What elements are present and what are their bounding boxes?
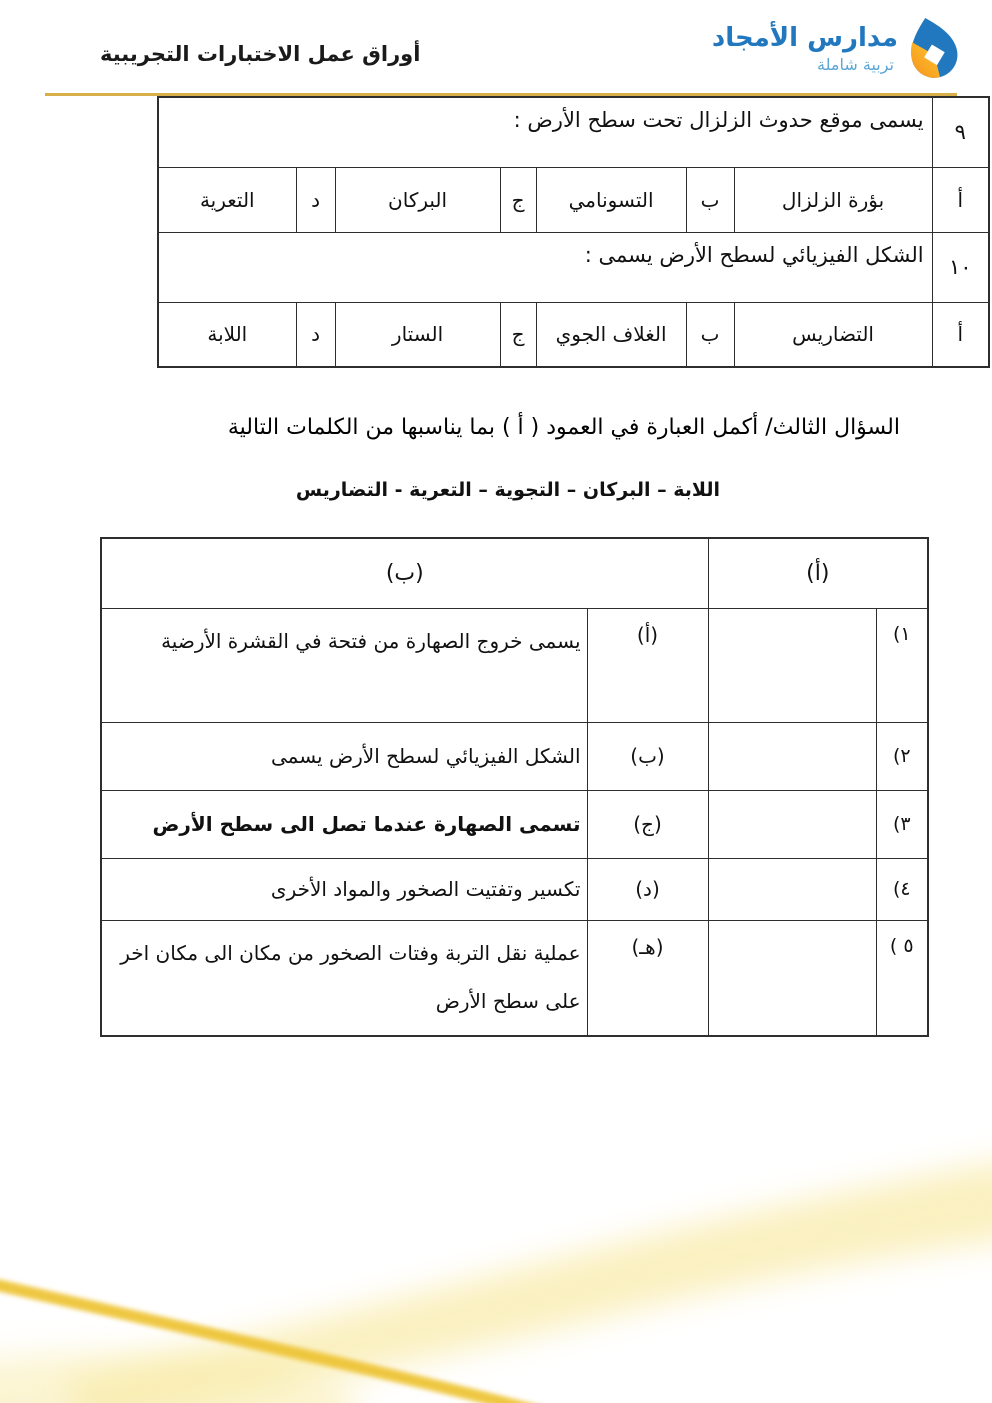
row-statement: تسمى الصهارة عندما تصل الى سطح الأرض xyxy=(101,790,587,858)
column-b-header: (ب) xyxy=(101,538,708,608)
school-logo xyxy=(712,16,960,82)
row-letter: (ب) xyxy=(587,722,708,790)
question-number: ١٠ xyxy=(932,232,989,302)
matching-row xyxy=(101,920,928,1036)
option-text: البركان xyxy=(335,167,500,232)
matching-header-row xyxy=(101,538,928,608)
option-letter: ج xyxy=(500,302,536,367)
logo-tagline: تربية شاملة xyxy=(817,54,894,74)
option-letter: د xyxy=(296,167,335,232)
option-text: بؤرة الزلزال xyxy=(734,167,932,232)
row-statement: الشكل الفيزيائي لسطح الأرض يسمى xyxy=(101,722,587,790)
logo-text xyxy=(712,24,898,74)
row-number: ٢) xyxy=(876,722,928,790)
option-letter: ب xyxy=(686,302,734,367)
swoosh-bright-line xyxy=(0,1283,575,1403)
matching-row xyxy=(101,722,928,790)
row-statement: يسمى خروج الصهارة من فتحة في القشرة الأرضية xyxy=(101,608,587,722)
row-letter: (ج) xyxy=(587,790,708,858)
answer-cell xyxy=(708,790,876,858)
option-text: الغلاف الجوي xyxy=(536,302,686,367)
answer-cell xyxy=(708,608,876,722)
matching-table xyxy=(100,537,929,1037)
option-letter: د xyxy=(296,302,335,367)
option-letter: ج xyxy=(500,167,536,232)
swoosh-soft-band xyxy=(60,1158,992,1403)
row-statement: عملية نقل التربة وفتات الصخور من مكان الى مكان اخر على سطح الأرض xyxy=(101,920,587,1036)
row-number: ٣) xyxy=(876,790,928,858)
matching-row xyxy=(101,858,928,920)
column-a-header: (أ) xyxy=(708,538,928,608)
option-text: الستار xyxy=(335,302,500,367)
question-text: يسمى موقع حدوث الزلزال تحت سطح الأرض : xyxy=(158,97,932,167)
option-text: التسونامي xyxy=(536,167,686,232)
option-letter: أ xyxy=(932,167,989,232)
row-number: ١) xyxy=(876,608,928,722)
question-row xyxy=(158,232,989,302)
footer-swoosh-decoration xyxy=(0,1103,992,1403)
section3-heading: السؤال الثالث/ أكمل العبارة في العمود ( أ ) بما يناسبها من الكلمات التالية xyxy=(227,415,900,440)
swoosh-corner-glow xyxy=(0,1353,360,1403)
row-number: ٥ ) xyxy=(876,920,928,1036)
row-letter: (أ) xyxy=(587,608,708,722)
section3-word-bank: اللابة – البركان – التجوية – التعرية - التضاريس xyxy=(295,479,720,501)
options-row xyxy=(158,302,989,367)
question-text: الشكل الفيزيائي لسطح الأرض يسمى : xyxy=(158,232,932,302)
option-letter: ب xyxy=(686,167,734,232)
document-title: أوراق عمل الاختبارات التجريبية xyxy=(100,42,421,66)
option-text: التعرية xyxy=(158,167,296,232)
logo-drop-icon xyxy=(906,16,960,82)
row-letter: (هـ) xyxy=(587,920,708,1036)
question-row xyxy=(158,97,989,167)
options-row xyxy=(158,167,989,232)
answer-cell xyxy=(708,920,876,1036)
question-number: ٩ xyxy=(932,97,989,167)
logo-school-name: مدارس الأمجاد xyxy=(711,23,898,54)
row-letter: (د) xyxy=(587,858,708,920)
mcq-table xyxy=(157,96,990,368)
option-letter: أ xyxy=(932,302,989,367)
option-text: التضاريس xyxy=(734,302,932,367)
matching-row xyxy=(101,608,928,722)
answer-cell xyxy=(708,722,876,790)
row-number: ٤) xyxy=(876,858,928,920)
row-statement: تكسير وتفتيت الصخور والمواد الأخرى xyxy=(101,858,587,920)
matching-row xyxy=(101,790,928,858)
answer-cell xyxy=(708,858,876,920)
option-text: اللابة xyxy=(158,302,296,367)
